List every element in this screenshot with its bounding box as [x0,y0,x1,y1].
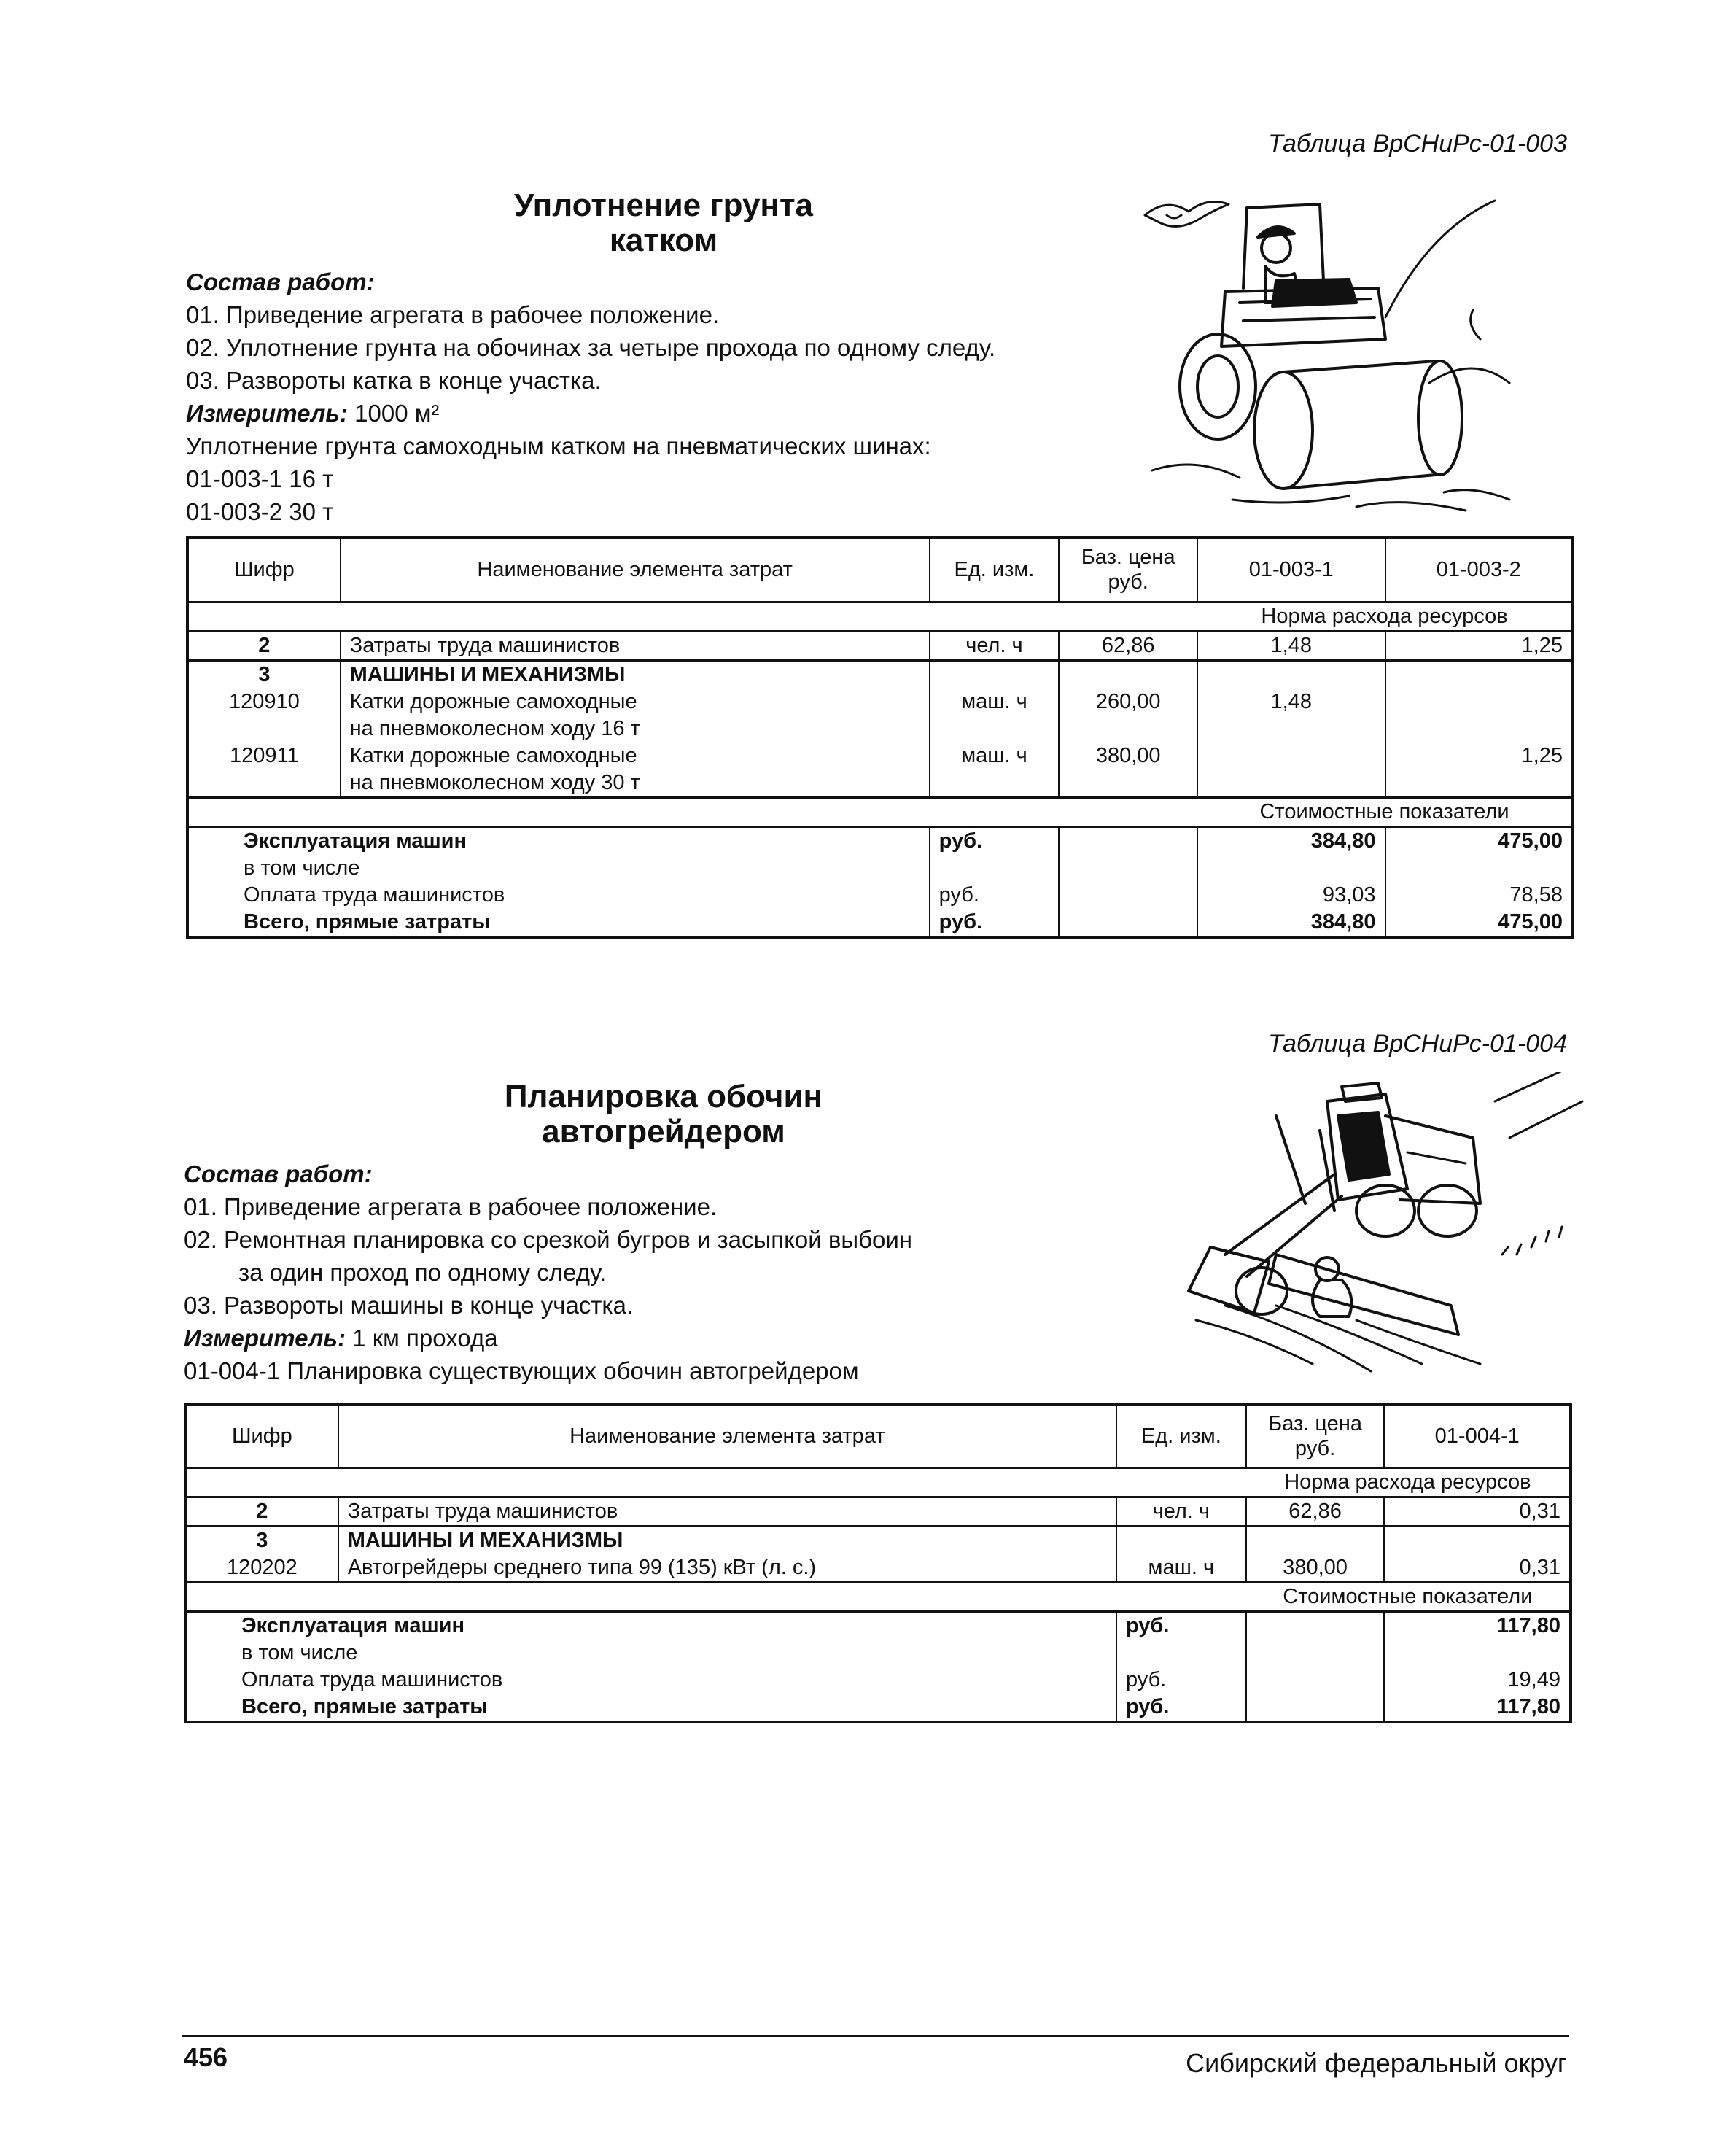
cost-unit: руб. [1116,1611,1246,1640]
norm-section-row [185,1467,1571,1497]
col-header-name: Наименование элемента затрат [338,1405,1116,1467]
row-name-line1: Катки дорожные самоходные [349,743,637,767]
cost-section-row [187,797,1573,826]
cost-row [185,1611,1571,1640]
cost-row [185,1694,1571,1722]
meter-line [184,1322,1168,1354]
row-name [341,689,930,742]
cost-row [185,1667,1571,1694]
motor-grader-illustration [1167,1072,1590,1393]
row-unit: чел. ч [1116,1497,1246,1526]
row-name-line2: на пневмоколесном ходу 30 т [349,770,640,794]
table-row [185,1554,1571,1583]
row-code: 3 [187,660,341,689]
cost-name: Оплата труда машинистов [187,882,930,909]
cost-row [185,1640,1571,1667]
table-row [185,1526,1571,1554]
section-title-2-line1: Планировка обочин [504,1079,823,1114]
norm-label: Норма расхода ресурсов [1197,602,1573,631]
cost-value-1: 93,03 [1197,882,1385,909]
col-header-code: Шифр [187,538,341,602]
table-row [187,742,1573,798]
cost-value-2: 475,00 [1385,909,1574,937]
col-header-variant-2: 01-003-2 [1385,538,1574,602]
meter-label: Измеритель: [184,1325,346,1352]
col-header-unit: Ед. изм. [1116,1405,1246,1467]
work-description: Уплотнение грунта самоходным катком на пневматических шинах: [186,433,931,459]
col-header-code: Шифр [185,1405,338,1467]
row-unit: чел. ч [930,631,1060,660]
cost-unit: руб. [1116,1694,1246,1722]
cost-row [187,882,1573,909]
cost-name: Оплата труда машинистов [185,1667,1116,1694]
work-description: 01-004-1 Планировка существующих обочин автогрейдером [184,1357,859,1384]
row-value-2: 1,25 [1385,742,1574,798]
variant-1: 01-003-1 16 т [186,465,334,492]
section-title-1-line2: катком [609,222,718,258]
section-title-2 [438,1079,890,1149]
row-price: 62,86 [1059,631,1197,660]
row-price: 62,86 [1246,1497,1385,1526]
col-header-unit: Ед. изм. [930,538,1060,602]
cost-value-2: 78,58 [1385,882,1574,909]
step-1: 01. Приведение агрегата в рабочее положение. [186,301,720,328]
composition-label: Состав работ: [186,268,375,295]
table-row [187,660,1573,689]
cost-row [187,826,1573,855]
footer-region: Сибирский федеральный округ [1186,2048,1567,2078]
cost-row [187,855,1573,882]
row-code: 2 [187,631,341,660]
footer-divider [182,2035,1569,2037]
row-unit: маш. ч [930,689,1060,742]
step-3: 03. Развороты катка в конце участка. [186,367,602,394]
section-title-2-line2: автогрейдером [542,1114,785,1149]
cost-name: в том числе [187,855,930,882]
row-name-line2: на пневмоколесном ходу 16 т [349,716,640,740]
meter-value: 1 км прохода [346,1325,498,1352]
section-description-2 [184,1158,1168,1387]
col-header-variant-1: 01-004-1 [1384,1405,1571,1467]
row-name: МАШИНЫ И МЕХАНИЗМЫ [338,1526,1116,1554]
cost-name: в том числе [185,1640,1116,1667]
section-description-1 [186,265,1170,528]
row-code: 2 [185,1497,338,1526]
cost-value-1: 384,80 [1197,826,1385,855]
variant-2: 01-003-2 30 т [186,498,334,525]
road-roller-illustration [1138,193,1517,518]
step-3: 03. Развороты машины в конце участка. [184,1292,634,1319]
table-label-2: Таблица ВрСНиРс-01-004 [1267,1030,1567,1058]
step-2: 02. Уплотнение грунта на обочинах за четыре прохода по одному следу. [186,334,996,361]
col-header-name: Наименование элемента затрат [341,538,930,602]
cost-unit: руб. [1116,1667,1246,1694]
meter-value: 1000 м² [348,400,440,427]
step-2: 02. Ремонтная планировка со срезкой бугров и засыпкой выбоин [184,1226,912,1253]
table-row [187,631,1573,660]
row-unit: маш. ч [930,742,1060,798]
resource-table-1 [186,536,1574,939]
cost-value-1: 384,80 [1197,909,1385,937]
cost-name: Эксплуатация машин [187,826,930,855]
cost-label: Стоимостные показатели [1246,1582,1571,1611]
row-value-1: 1,48 [1197,689,1385,742]
cost-section-row [185,1582,1571,1611]
col-header-variant-1: 01-003-1 [1197,538,1385,602]
row-name: Автогрейдеры среднего типа 99 (135) кВт (л. с.) [338,1554,1116,1583]
row-value-1 [1197,742,1385,798]
norm-label: Норма расхода ресурсов [1246,1467,1571,1497]
row-name: Затраты труда машинистов [338,1497,1116,1526]
table-row [185,1497,1571,1526]
cost-unit: руб. [930,826,1060,855]
row-name [341,742,930,798]
cost-value-1: 19,49 [1384,1667,1571,1694]
cost-value-1: 117,80 [1384,1694,1571,1722]
row-value-1: 1,48 [1197,631,1385,660]
row-code: 120911 [187,742,341,798]
row-name: МАШИНЫ И МЕХАНИЗМЫ [341,660,930,689]
cost-row [187,909,1573,937]
cost-label: Стоимостные показатели [1197,797,1573,826]
row-value-1: 0,31 [1384,1554,1571,1583]
row-code: 120910 [187,689,341,742]
step-1: 01. Приведение агрегата в рабочее положение. [184,1193,718,1220]
row-value-2 [1385,689,1574,742]
col-header-price: Баз. цена руб. [1059,538,1197,602]
cost-value-2: 475,00 [1385,826,1574,855]
norm-section-row [187,602,1573,631]
row-price: 380,00 [1059,742,1197,798]
row-price: 380,00 [1246,1554,1385,1583]
row-value-2: 1,25 [1385,631,1574,660]
cost-unit: руб. [930,909,1060,937]
table-row [187,689,1573,742]
col-header-price: Баз. цена руб. [1246,1405,1385,1467]
row-price: 260,00 [1059,689,1197,742]
cost-value-1: 117,80 [1384,1611,1571,1640]
meter-line [186,397,1170,430]
row-name: Затраты труда машинистов [341,631,930,660]
section-title-1-line1: Уплотнение грунта [513,187,814,223]
cost-name: Эксплуатация машин [185,1611,1116,1640]
page-number: 456 [184,2042,228,2072]
table-header-row [185,1405,1571,1467]
cost-name: Всего, прямые затраты [185,1694,1116,1722]
resource-table-2 [184,1403,1572,1723]
cost-unit: руб. [930,882,1060,909]
meter-label: Измеритель: [186,400,348,427]
composition-label: Состав работ: [184,1160,373,1187]
row-code: 3 [185,1526,338,1554]
section-title-1 [438,188,890,258]
cost-name: Всего, прямые затраты [187,909,930,937]
row-unit: маш. ч [1116,1554,1246,1583]
table-label-1: Таблица ВрСНиРс-01-003 [1267,130,1567,158]
row-name-line1: Катки дорожные самоходные [349,689,637,713]
table-header-row [187,538,1573,602]
row-code: 120202 [185,1554,338,1583]
row-value-1: 0,31 [1384,1497,1571,1526]
step-2-continued: за один проход по одному следу. [238,1259,607,1286]
